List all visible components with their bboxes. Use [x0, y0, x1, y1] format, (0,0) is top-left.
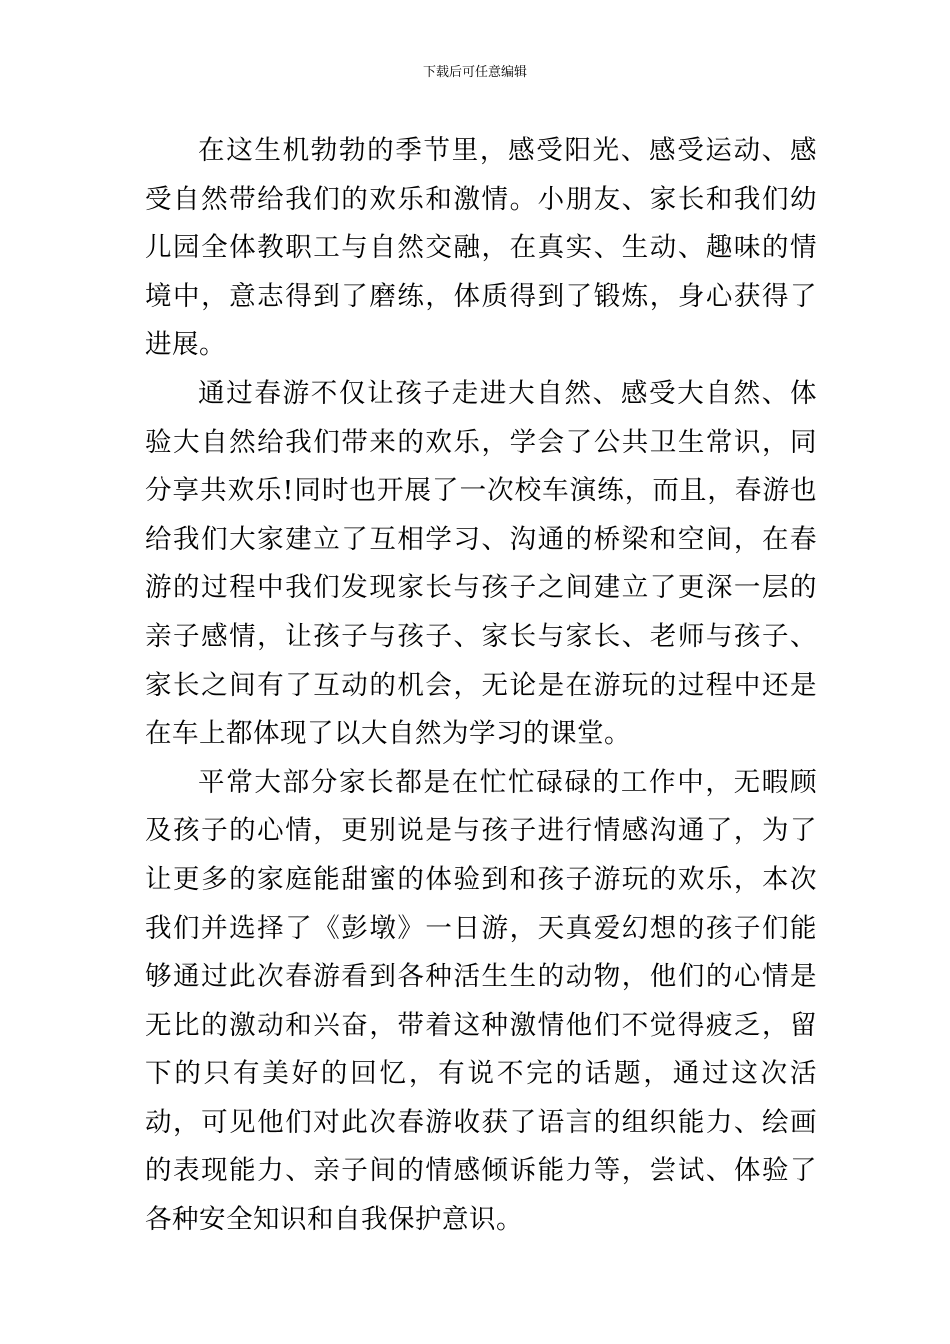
document-body — [145, 127, 817, 1245]
paragraph-3: 平常大部分家长都是在忙忙碌碌的工作中，无暇顾及孩子的心情，更别说是与孩子进行情感沟通了，为了让更多的家庭能甜蜜的体验到和孩子游玩的欢乐，本次我们并选择了《彭墩》一日游，天真爱幻想的孩子们能够通过此次春游看到各种活生生的动物，他们的心情是无比的激动和兴奋，带着这种激情他们不觉得疲乏，留下的只有美好的回忆，有说不完的话题，通过这次活动，可见他们对此次春游收获了语言的组织能力、绘画的表现能力、亲子间的情感倾诉能力等，尝试、体验了各种安全知识和自我保护意识。 — [145, 766, 817, 1236]
paragraph-2: 通过春游不仅让孩子走进大自然、感受大自然、体验大自然给我们带来的欢乐，学会了公共卫生常识，同分享共欢乐!同时也开展了一次校车演练，而且，春游也给我们大家建立了互相学习、沟通的桥梁和空间，在春游的过程中我们发现家长与孩子之间建立了更深一层的亲子感情，让孩子与孩子、家长与家长、老师与孩子、家长之间有了互动的机会，无论是在游玩的过程中还是在车上都体现了以大自然为学习的课堂。 — [145, 377, 817, 750]
paragraph-1: 在这生机勃勃的季节里，感受阳光、感受运动、感受自然带给我们的欢乐和激情。小朋友、家长和我们幼儿园全体教职工与自然交融，在真实、生动、趣味的情境中，意志得到了磨练，体质得到了锻炼，身心获得了进展。 — [145, 135, 817, 361]
page-header: 下载后可任意编辑 — [422, 65, 527, 80]
